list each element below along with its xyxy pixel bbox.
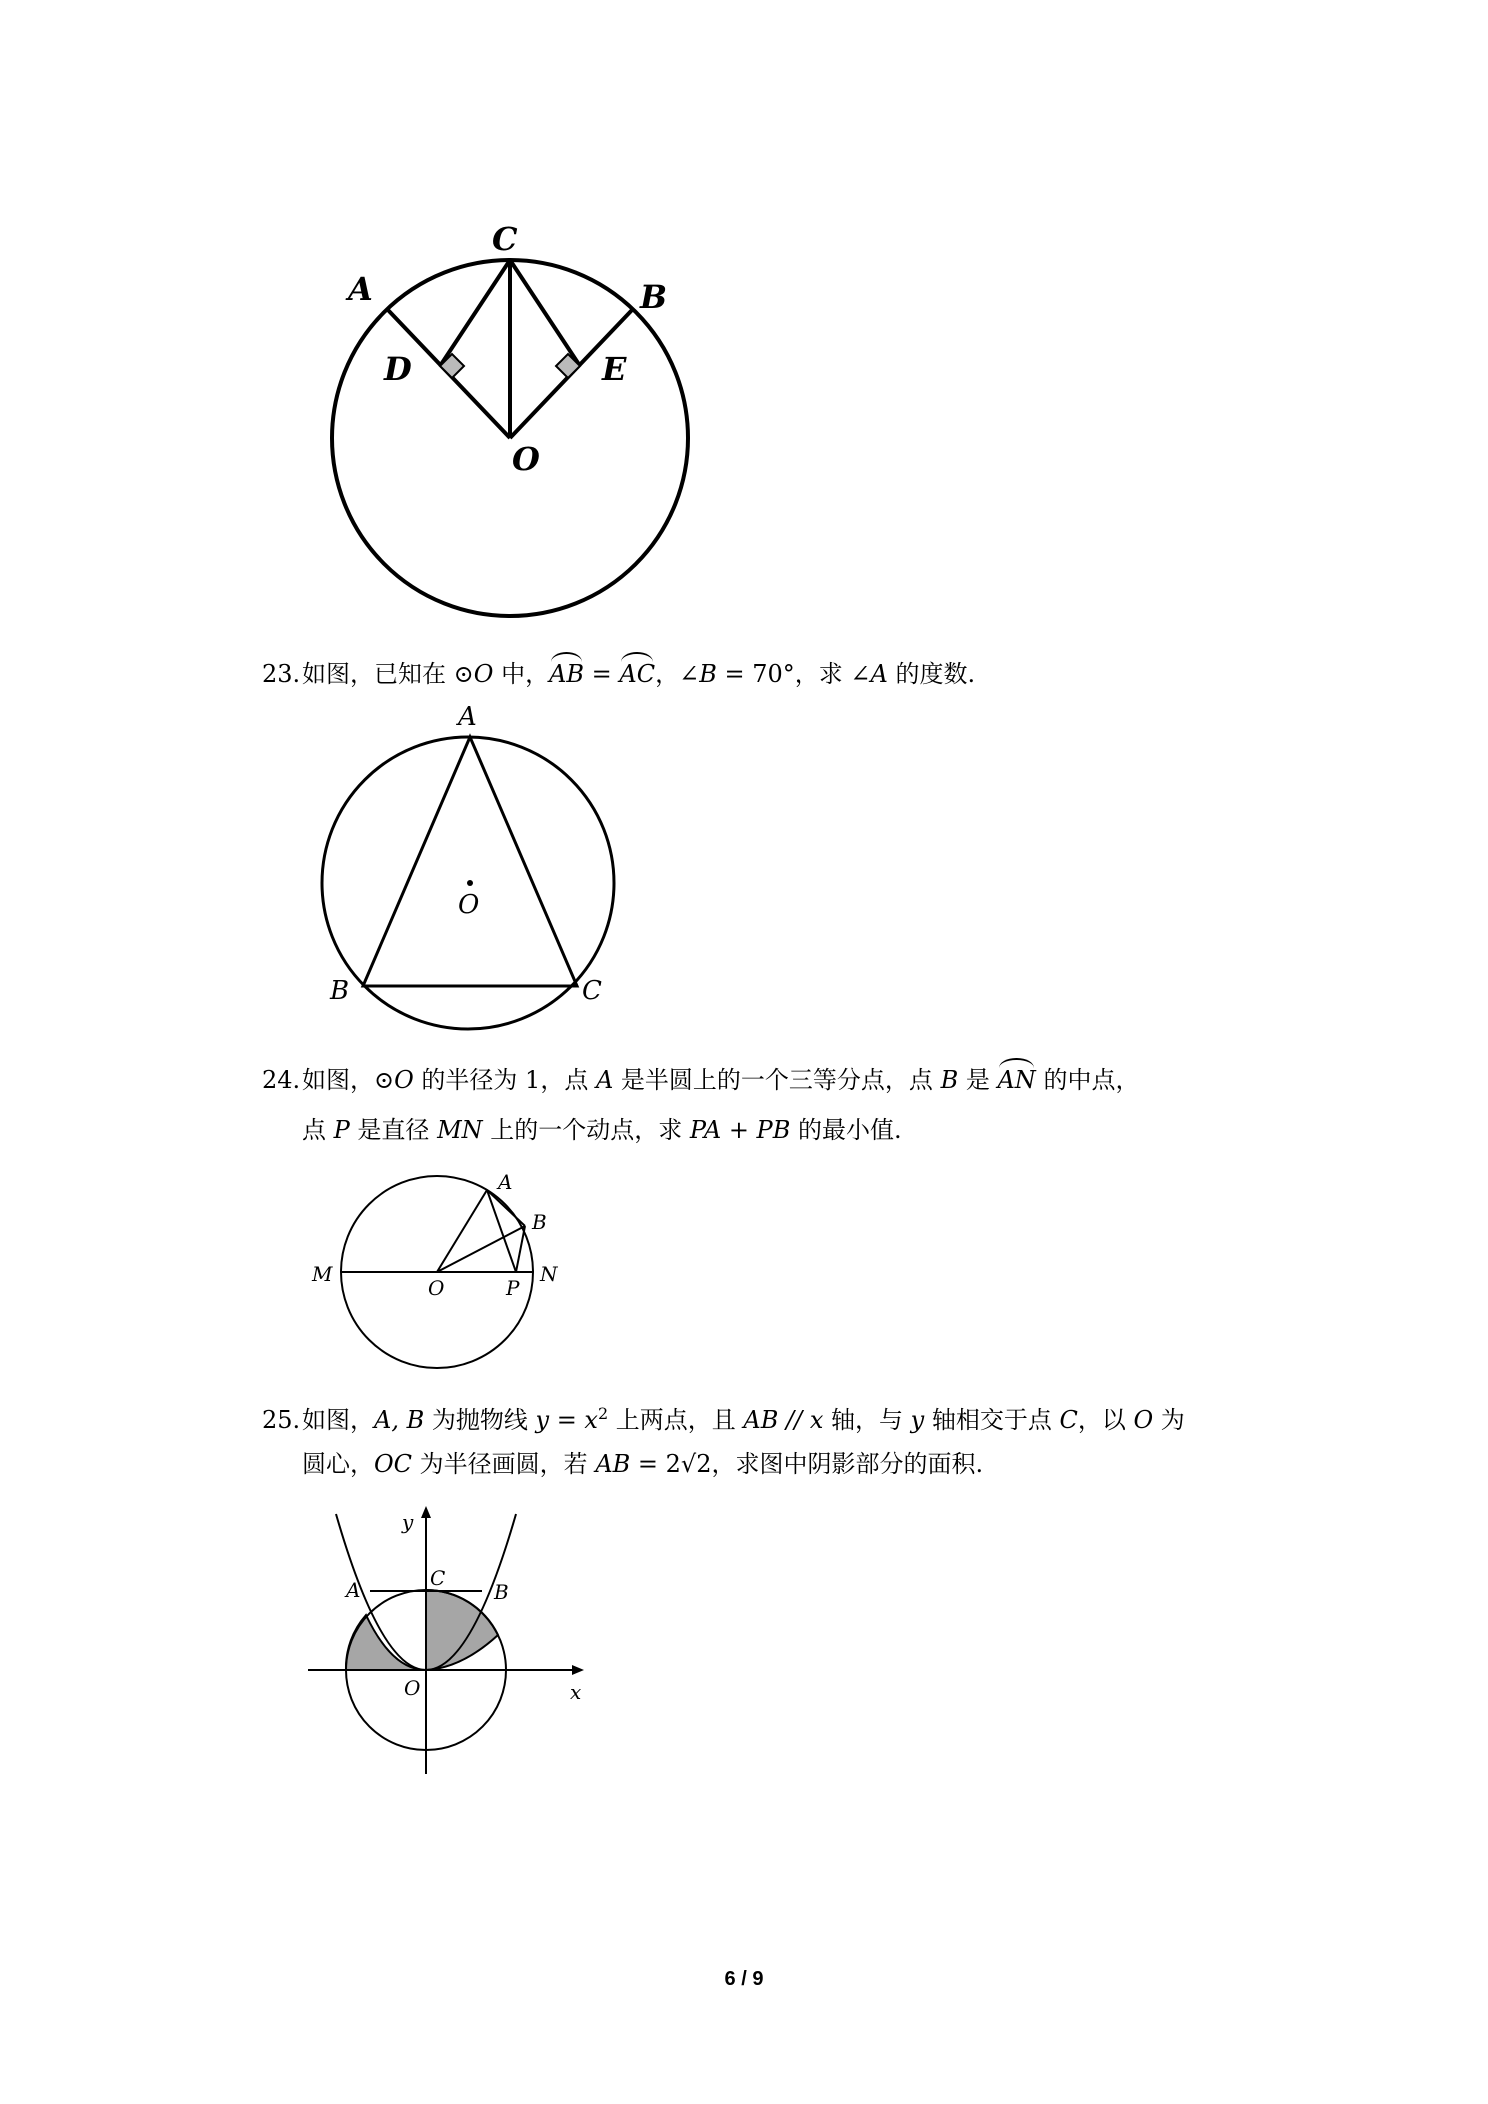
page-number: 6 / 9 [724, 1968, 764, 1990]
label-o: O [404, 1676, 421, 1700]
text: 如图，已知在 ⊙ [302, 660, 474, 688]
label-n: N [540, 1262, 558, 1286]
label-a: A [498, 1170, 513, 1194]
label-p: P [506, 1276, 520, 1300]
figure-25 [300, 1490, 600, 1780]
math-ab: A, B [374, 1406, 425, 1434]
text: 轴相交于点 [924, 1406, 1060, 1434]
text: = [584, 660, 620, 688]
segment-cd [440, 260, 510, 366]
label-b: B [330, 976, 350, 1006]
text: 圆心， [302, 1450, 374, 1478]
label-o: O [512, 440, 540, 478]
text: = 70°，求 ∠ [716, 660, 871, 688]
label-e: E [602, 350, 627, 388]
arc-ac: AC [619, 654, 655, 694]
figure-23 [320, 740, 640, 1060]
problem-25 [262, 1394, 1185, 1478]
segment-ce [510, 260, 580, 366]
text: 的半径为 1，点 [413, 1066, 596, 1094]
shaded-region-left [346, 1615, 426, 1670]
label-b: B [532, 1210, 547, 1234]
math-b: B [699, 660, 717, 688]
text: 如图， [302, 1406, 374, 1434]
math-o: O [473, 660, 494, 688]
text: ，∠ [655, 660, 700, 688]
arc-an: AN [997, 1060, 1035, 1100]
label-b: B [494, 1580, 509, 1604]
text: 为抛物线 [424, 1406, 536, 1434]
text: = 2√2，求图中阴影部分的面积. [630, 1450, 984, 1478]
label-a: A [348, 270, 373, 308]
segment-pa [487, 1190, 516, 1272]
label-c: C [492, 220, 518, 258]
label-c: C [582, 976, 602, 1006]
problem-number: 24. [262, 1066, 301, 1094]
problem-24 [262, 1060, 1140, 1144]
text: 中， [493, 660, 550, 688]
math-o: O [1133, 1406, 1154, 1434]
label-a: A [346, 1578, 361, 1602]
math-expr: PA + PB [689, 1116, 791, 1144]
triangle-abc [363, 737, 577, 986]
text: 为半径画圆，若 [412, 1450, 596, 1478]
problem-number: 23. [262, 660, 301, 688]
x-axis-arrow [572, 1665, 584, 1675]
text: 如图，⊙ [302, 1066, 395, 1094]
text: 为 [1153, 1406, 1185, 1434]
segment-pb [516, 1226, 525, 1272]
label-y: y [402, 1510, 414, 1534]
text: 轴，与 [823, 1406, 911, 1434]
math-b: B [940, 1066, 959, 1094]
text: 是 [958, 1066, 998, 1094]
problem-number: 25. [262, 1406, 301, 1434]
math-mn: MN [437, 1116, 483, 1144]
text: ，以 [1077, 1406, 1134, 1434]
text: 的中点， [1035, 1066, 1140, 1094]
label-d: D [384, 350, 412, 388]
y-axis-arrow [421, 1506, 431, 1518]
label-o: O [458, 890, 480, 920]
math-a: A [595, 1066, 614, 1094]
math-ab: AB [595, 1450, 631, 1478]
label-o: O [428, 1276, 445, 1300]
label-c: C [430, 1566, 446, 1590]
text: 的度数. [887, 660, 976, 688]
figure-24 [340, 1170, 560, 1380]
math-y: y [910, 1406, 925, 1434]
math-oc: OC [374, 1450, 413, 1478]
text: 上两点，且 [608, 1406, 744, 1434]
label-m: M [312, 1262, 333, 1286]
math-eq: y = x [535, 1406, 598, 1434]
label-a: A [458, 702, 477, 732]
math-o: O [394, 1066, 414, 1094]
label-x: x [570, 1680, 582, 1704]
problem-24-line-2 [302, 1110, 902, 1150]
text: 是直径 [349, 1116, 438, 1144]
math-c: C [1059, 1406, 1078, 1434]
problem-23 [262, 654, 975, 694]
math-parallel: AB // x [743, 1406, 824, 1434]
center-dot [467, 880, 473, 886]
arc-ab: AB [549, 654, 584, 694]
math-p: P [333, 1116, 350, 1144]
math-a: A [870, 660, 888, 688]
shaded-region-right [426, 1590, 498, 1670]
text: 是半圆上的一个三等分点，点 [613, 1066, 941, 1094]
text: 点 [302, 1116, 334, 1144]
text: 上的一个动点，求 [482, 1116, 690, 1144]
label-b: B [640, 278, 668, 316]
text: 的最小值. [790, 1116, 902, 1144]
exponent: 2 [597, 1404, 609, 1423]
problem-25-line-2 [302, 1444, 983, 1484]
